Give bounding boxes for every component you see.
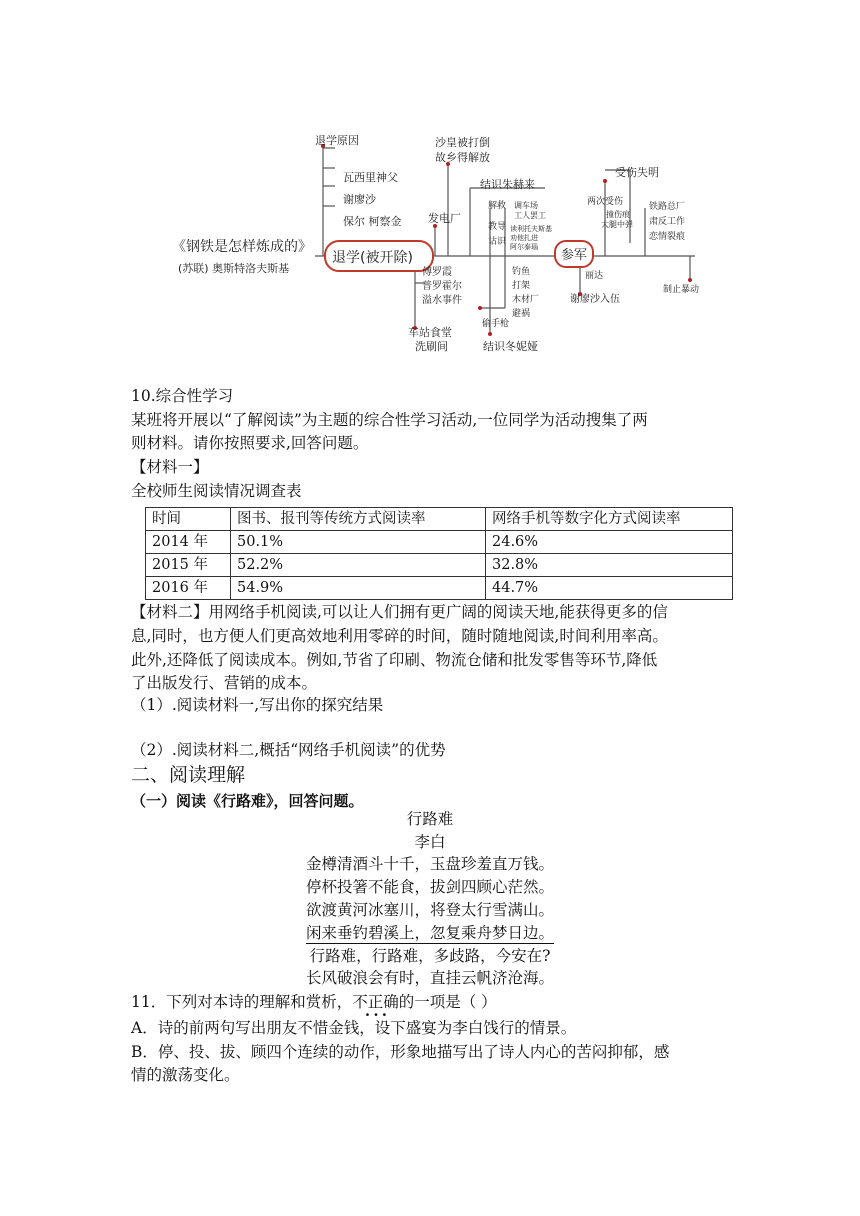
node-w3: 保尔 柯察金 bbox=[343, 215, 402, 228]
node-riot: 制止暴动 bbox=[663, 285, 700, 295]
poem-line: 长风破浪会有时，直挂云帆济沧海。 bbox=[305, 969, 554, 987]
node-dongni: 结识冬妮娅 bbox=[483, 340, 538, 353]
node-reason: 退学原因 bbox=[315, 134, 359, 147]
q10-intro-line1: 某班将开展以“了解阅读”为主题的综合性学习活动,一位同学为活动搜集了两 bbox=[131, 411, 648, 429]
table-cell: 24.6% bbox=[486, 531, 733, 554]
q11-stem-b: 的一项是（ ） bbox=[398, 993, 497, 1011]
node-yard2: 工人罢工 bbox=[514, 211, 546, 220]
table-cell: 54.9% bbox=[231, 577, 486, 600]
q10-sub2: （2）.阅读材料二,概括“网络手机阅读”的优势 bbox=[131, 741, 446, 759]
table-cell: 52.2% bbox=[231, 554, 486, 577]
table-cell: 32.8% bbox=[486, 554, 733, 577]
node-rail1: 铁路总厂 bbox=[649, 202, 686, 212]
section2-title: 二、阅读理解 bbox=[131, 764, 246, 786]
node-gun: 偷手枪 bbox=[482, 319, 510, 329]
node-injure2: 大腿中弹 bbox=[601, 220, 633, 229]
mindmap-figure bbox=[160, 128, 705, 360]
node-fish1: 钓鱼 bbox=[512, 267, 531, 277]
node-rail3: 恋情裂痕 bbox=[649, 232, 686, 242]
poem-line-underlined bbox=[0, 922, 860, 945]
node-fish3: 木材厂 bbox=[512, 295, 540, 305]
table-row bbox=[146, 554, 733, 577]
poem-line: 停杯投箸不能食，拔剑四顾心茫然。 bbox=[305, 878, 554, 896]
node-yishui: 溢水事件 bbox=[422, 295, 462, 306]
q11-option-b-line2: 情的激荡变化。 bbox=[131, 1066, 240, 1084]
poem-line: 行路难，行路难，多歧路，今安在? bbox=[309, 947, 551, 965]
node-station2: 洗刷间 bbox=[415, 340, 448, 353]
poem-author: 李白 bbox=[414, 833, 446, 851]
material2-line4: 了出版发行、营销的成本。 bbox=[131, 674, 318, 692]
book-title: 《钢铁是怎样炼成的》 bbox=[172, 239, 312, 255]
node-yard1: 调车场 bbox=[514, 201, 538, 210]
node-yard3: 读利托夫斯基 bbox=[510, 225, 552, 233]
table-header-cell: 网络手机等数字化方式阅读率 bbox=[486, 508, 733, 531]
node-lida: 丽达 bbox=[585, 271, 604, 281]
q11-stem-a: 11．下列对本诗的理解和赏析， bbox=[131, 993, 353, 1011]
node-tsar1: 沙皇被打倒 bbox=[435, 136, 490, 149]
node-twice: 两次受伤 bbox=[587, 197, 624, 207]
node-jiejiu: 解救 bbox=[488, 201, 507, 211]
material2-line3: 此外,还降低了阅读成本。例如,节省了印刷、物流仓储和批发零售等环节,降低 bbox=[131, 651, 658, 669]
q10-title: 10.综合性学习 bbox=[131, 387, 234, 405]
table-cell: 44.7% bbox=[486, 577, 733, 600]
book-author: (苏联) 奥斯特洛夫斯基 bbox=[178, 262, 290, 275]
table-header-cell: 图书、报刊等传统方式阅读率 bbox=[231, 508, 486, 531]
table-cell: 2015 年 bbox=[146, 554, 231, 577]
node-yard4: 劝他扎进 bbox=[510, 234, 538, 242]
node-pulu: 普罗霍尔 bbox=[422, 281, 462, 292]
node-fish2: 打架 bbox=[512, 281, 531, 291]
table-cell: 2016 年 bbox=[146, 577, 231, 600]
table-caption: 全校师生阅读情况调查表 bbox=[131, 482, 302, 500]
node-injure1: 撞伤痕 bbox=[606, 210, 630, 219]
material2-line1: 【材料二】用网络手机阅读,可以让人们拥有更广阔的阅读天地,能获得更多的信 bbox=[131, 603, 668, 621]
node-tsar2: 故乡得解放 bbox=[435, 151, 490, 164]
table-row bbox=[146, 577, 733, 600]
table-cell: 50.1% bbox=[231, 531, 486, 554]
center-label-left: 退学(被开除) bbox=[332, 250, 413, 266]
table-row bbox=[146, 531, 733, 554]
poem-title: 行路难 bbox=[406, 810, 454, 828]
q11-stem bbox=[131, 990, 497, 1014]
q11-option-b-line1: B．停、投、拔、顾四个连续的动作，形象地描写出了诗人内心的苦闷抑郁，感 bbox=[131, 1043, 670, 1061]
survey-table bbox=[145, 507, 733, 600]
section2-subtitle: （一）阅读《行路难》，回答问题。 bbox=[131, 792, 364, 810]
q10-sub1: （1）.阅读材料一,写出你的探究结果 bbox=[131, 696, 384, 714]
table-cell: 2014 年 bbox=[146, 531, 231, 554]
table-header-row bbox=[146, 508, 733, 531]
node-yard5: 阿尔泰瑙 bbox=[510, 243, 538, 251]
node-w2: 谢廖沙 bbox=[343, 193, 376, 206]
node-jiaodao: 教导 bbox=[488, 222, 507, 232]
node-station1: 车站食堂 bbox=[408, 326, 452, 339]
material1-label: 【材料一】 bbox=[131, 458, 209, 476]
node-fish4: 避祸 bbox=[512, 309, 531, 319]
node-w1: 瓦西里神父 bbox=[343, 171, 398, 184]
q11-emphasis: 不正确 · · · bbox=[352, 990, 399, 1014]
poem-line: 欲渡黄河冰塞川，将登太行雪满山。 bbox=[305, 901, 554, 919]
poem-underline-text: 闲来垂钓碧溪上，忽复乘舟梦日边。 bbox=[305, 924, 554, 942]
poem-line: 金樽清酒斗十千，玉盘珍羞直万钱。 bbox=[305, 855, 554, 873]
node-zhu: 结识朱赫来 bbox=[480, 178, 535, 191]
node-zhushi: 诂识 bbox=[488, 237, 507, 247]
material2-line2: 息,同时，也方便人们更高效地利用零碎的时间，随时随地阅读,时间利用率高。 bbox=[131, 627, 668, 645]
node-zhuyue: 傅罗霞 bbox=[422, 267, 452, 278]
q11-option-a: A．诗的前两句写出朋友不惜金钱，设下盛宴为李白饯行的情景。 bbox=[131, 1019, 577, 1037]
table-header-cell: 时间 bbox=[146, 508, 231, 531]
node-rail2: 肃反工作 bbox=[649, 217, 686, 227]
center-label-right: 参军 bbox=[561, 248, 588, 263]
q10-intro-line2: 则材料。请你按照要求,回答问题。 bbox=[131, 434, 369, 452]
node-xielsha: 谢廖沙入伍 bbox=[570, 294, 620, 305]
node-power: 发电厂 bbox=[428, 212, 461, 225]
node-wounded: 受伤失明 bbox=[615, 166, 659, 179]
